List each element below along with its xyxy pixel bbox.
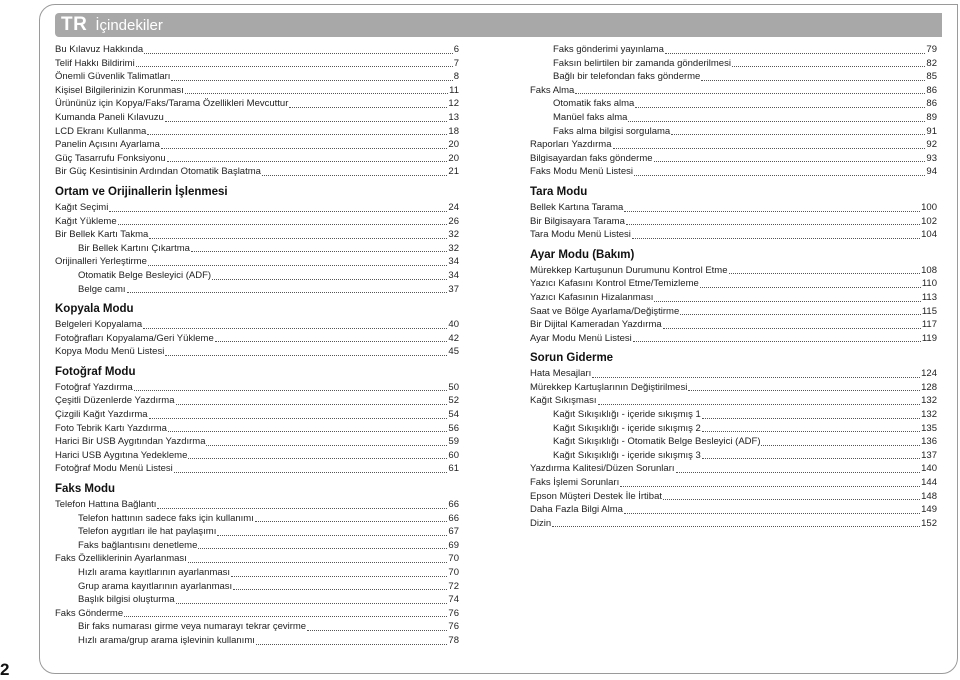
toc-entry[interactable] xyxy=(530,84,937,98)
toc-entry-title: Bir Dijital Kameradan Yazdırma xyxy=(530,319,662,331)
toc-entry-title: Kağıt Sıkışıklığı - içeride sıkışmış 3 xyxy=(553,449,701,461)
toc-entry-page: 37 xyxy=(448,283,459,295)
toc-entry-page: 117 xyxy=(921,319,937,331)
toc-entry[interactable] xyxy=(55,345,459,359)
toc-entry-page: 12 xyxy=(448,98,459,110)
toc-entry-page: 113 xyxy=(921,291,937,303)
dot-leader xyxy=(654,301,920,302)
toc-entry-page: 40 xyxy=(448,319,459,331)
toc-entry-title: Dizin xyxy=(530,517,552,529)
toc-entry-page: 86 xyxy=(926,84,937,96)
toc-entry-title: Foto Tebrik Kartı Yazdırma xyxy=(55,422,167,434)
dot-leader xyxy=(289,107,447,108)
toc-entry[interactable] xyxy=(530,449,937,463)
dot-leader xyxy=(171,80,452,81)
toc-entry-title: Harici USB Aygıtına Yedekleme xyxy=(55,449,188,461)
toc-entry-title: Fotoğraf Modu Menü Listesi xyxy=(55,463,173,475)
toc-entry-title: Harici Bir USB Aygıtından Yazdırma xyxy=(55,436,206,448)
toc-entry-title: Telefon hattının sadece faks için kullanımı xyxy=(78,512,254,524)
dot-leader xyxy=(256,644,448,645)
dot-leader xyxy=(144,53,453,54)
toc-entry[interactable] xyxy=(55,255,459,269)
dot-leader xyxy=(635,107,925,108)
toc-entry[interactable] xyxy=(55,228,459,242)
toc-entry-page: 137 xyxy=(921,449,937,461)
dot-leader xyxy=(663,499,920,500)
toc-entry-title: Fotoğrafları Kopyalama/Geri Yükleme xyxy=(55,332,214,344)
toc-entry[interactable] xyxy=(55,498,459,512)
toc-entry-title: Çizgili Kağıt Yazdırma xyxy=(55,409,148,421)
toc-entry[interactable] xyxy=(55,215,459,229)
dot-leader xyxy=(167,161,448,162)
toc-section xyxy=(55,365,459,476)
toc-entry-page: 86 xyxy=(926,98,937,110)
toc-entry-page: 104 xyxy=(921,229,937,241)
toc-entry[interactable] xyxy=(530,97,937,111)
toc-entry-title: Faks gönderimi yayınlama xyxy=(553,44,664,55)
toc-entry-title: Mürekkep Kartuşlarının Değiştirilmesi xyxy=(530,381,688,393)
dot-leader xyxy=(701,80,925,81)
toc-entry[interactable] xyxy=(55,269,459,283)
toc-entry-page: 79 xyxy=(926,44,937,55)
toc-entry[interactable] xyxy=(530,138,937,152)
dot-leader xyxy=(628,121,925,122)
toc-entry-page: 135 xyxy=(921,422,937,434)
toc-entry[interactable] xyxy=(530,394,937,408)
dot-leader xyxy=(215,341,448,342)
toc-entry[interactable] xyxy=(530,43,937,57)
toc-entry[interactable] xyxy=(55,408,459,422)
toc-entry[interactable] xyxy=(530,332,937,346)
dot-leader xyxy=(626,224,920,225)
toc-entry-title: Otomatik faks alma xyxy=(553,98,635,110)
dot-leader xyxy=(700,287,921,288)
toc-entry-page: 18 xyxy=(448,125,459,137)
dot-leader xyxy=(624,211,920,212)
dot-leader xyxy=(206,445,447,446)
toc-header xyxy=(55,13,942,37)
toc-entry-page: 92 xyxy=(926,139,937,151)
toc-entry[interactable] xyxy=(55,242,459,256)
toc-entry[interactable] xyxy=(530,215,937,229)
toc-entry-title: Kağıt Sıkışıklığı - Otomatik Belge Besleyici (ADF) xyxy=(553,436,761,448)
dot-leader xyxy=(702,458,920,459)
dot-leader xyxy=(671,134,925,135)
toc-entry[interactable] xyxy=(530,367,937,381)
toc-entry-title: Çeşitli Düzenlerde Yazdırma xyxy=(55,395,175,407)
toc-entry[interactable] xyxy=(530,408,937,422)
toc-left-column xyxy=(55,43,459,648)
toc-entry-page: 140 xyxy=(921,463,937,475)
toc-entry-page: 128 xyxy=(921,381,937,393)
toc-entry[interactable] xyxy=(55,283,459,297)
toc-entry-page: 59 xyxy=(448,436,459,448)
toc-entry[interactable] xyxy=(530,201,937,215)
toc-entry[interactable] xyxy=(55,332,459,346)
dot-leader xyxy=(174,472,448,473)
toc-entry-title: Manüel faks alma xyxy=(553,111,628,123)
dot-leader xyxy=(165,121,448,122)
toc-section xyxy=(55,185,459,296)
dot-leader xyxy=(702,418,920,419)
toc-entry-title: Faksın belirtilen bir zamanda gönderilmesi xyxy=(553,57,731,69)
toc-section xyxy=(530,43,937,179)
dot-leader xyxy=(613,148,926,149)
section-heading-ayar-modu-bakim: Ayar Modu (Bakım) xyxy=(530,248,635,261)
dot-leader xyxy=(149,418,448,419)
dot-leader xyxy=(136,66,453,67)
toc-entry-page: 93 xyxy=(926,152,937,164)
toc-entry[interactable] xyxy=(530,152,937,166)
toc-entry[interactable] xyxy=(530,165,937,179)
toc-entry[interactable] xyxy=(530,422,937,436)
dot-leader xyxy=(632,238,920,239)
toc-entry-page: 70 xyxy=(448,553,459,565)
toc-entry[interactable] xyxy=(530,490,937,504)
dot-leader xyxy=(732,66,925,67)
dot-leader xyxy=(729,273,921,274)
toc-entry[interactable] xyxy=(530,503,937,517)
dot-leader xyxy=(231,576,447,577)
toc-entry[interactable] xyxy=(530,291,937,305)
toc-entry[interactable] xyxy=(530,264,937,278)
toc-entry-title: Faks İşlemi Sorunları xyxy=(530,477,620,489)
toc-entry-page: 149 xyxy=(921,504,937,516)
toc-entry-page: 24 xyxy=(448,201,459,213)
toc-entry-title: Kişisel Bilgilerinizin Korunması xyxy=(55,84,184,96)
toc-entry-title: Kağıt Sıkışıklığı - içeride sıkışmış 2 xyxy=(553,422,701,434)
dot-leader xyxy=(134,390,448,391)
toc-entry-title: Faks bağlantısını denetleme xyxy=(78,539,198,551)
toc-entry-title: Daha Fazla Bilgi Alma xyxy=(530,504,623,516)
toc-entry-title: Kağıt Sıkışması xyxy=(530,395,597,407)
toc-entry-page: 72 xyxy=(448,580,459,592)
toc-entry-page: 56 xyxy=(448,422,459,434)
toc-entry-title: Bağlı bir telefondan faks gönderme xyxy=(553,71,701,83)
toc-entry[interactable] xyxy=(55,43,459,57)
toc-entry-title: Faks Modu Menü Listesi xyxy=(530,166,633,178)
dot-leader xyxy=(654,161,926,162)
dot-leader xyxy=(592,377,920,378)
toc-entry-page: 115 xyxy=(921,305,937,317)
toc-entry-title: Telif Hakkı Bildirimi xyxy=(55,57,135,69)
toc-entry-title: Önemli Güvenlik Talimatları xyxy=(55,71,171,83)
toc-section xyxy=(55,482,459,648)
toc-entry-title: Faks Özelliklerinin Ayarlanması xyxy=(55,553,187,565)
dot-leader xyxy=(198,548,447,549)
toc-entry[interactable] xyxy=(55,422,459,436)
toc-entry-title: Grup arama kayıtlarının ayarlanması xyxy=(78,580,233,592)
toc-entry-title: Fotoğraf Yazdırma xyxy=(55,381,133,393)
dot-leader xyxy=(262,175,447,176)
dot-leader xyxy=(761,445,920,446)
toc-entry-page: 34 xyxy=(448,256,459,268)
toc-entry-title: Yazdırma Kalitesi/Düzen Sorunları xyxy=(530,463,675,475)
dot-leader xyxy=(109,211,447,212)
language-code: TR xyxy=(61,14,88,35)
toc-entry-page: 61 xyxy=(448,463,459,475)
toc-entry-title: Hızlı arama/grup arama işlevinin kullanımı xyxy=(78,634,255,646)
toc-entry-page: 7 xyxy=(453,57,459,69)
toc-entry-title: Belge camı xyxy=(78,283,126,295)
dot-leader xyxy=(575,93,925,94)
toc-entry-page: 20 xyxy=(448,139,459,151)
toc-entry-title: Bir Bellek Kartı Takma xyxy=(55,229,149,241)
toc-section xyxy=(530,351,937,517)
toc-entry[interactable] xyxy=(530,57,937,71)
toc-entry-title: Bir Güç Kesintisinin Ardından Otomatik Başlatma xyxy=(55,166,261,178)
dot-leader xyxy=(188,562,448,563)
toc-entry[interactable] xyxy=(55,566,459,580)
toc-entry-title: Saat ve Bölge Ayarlama/Değiştirme xyxy=(530,305,680,317)
toc-entry-page: 76 xyxy=(448,621,459,633)
toc-entry[interactable] xyxy=(55,525,459,539)
toc-entry-title: Kağıt Sıkışıklığı - içeride sıkışmış 1 xyxy=(553,409,701,421)
toc-entry-page: 52 xyxy=(448,395,459,407)
toc-entry-page: 11 xyxy=(449,84,459,96)
dot-leader xyxy=(624,513,920,514)
toc-entry[interactable] xyxy=(55,138,459,152)
toc-entry[interactable] xyxy=(530,476,937,490)
toc-entry[interactable] xyxy=(55,97,459,111)
dot-leader xyxy=(212,279,447,280)
toc-entry-page: 136 xyxy=(921,436,937,448)
toc-entry-page: 32 xyxy=(448,242,459,254)
toc-entry-page: 78 xyxy=(448,634,459,646)
toc-entry-page: 26 xyxy=(448,215,459,227)
toc-entry-page: 8 xyxy=(453,71,459,83)
toc-entry-page: 100 xyxy=(921,201,937,213)
toc-entry-page: 144 xyxy=(921,477,937,489)
toc-section xyxy=(55,43,459,179)
toc-entry-page: 89 xyxy=(926,111,937,123)
toc-entry-title: Bir faks numarası girme veya numarayı tekrar çevirme xyxy=(78,621,307,633)
dot-leader xyxy=(255,521,448,522)
toc-entry-page: 21 xyxy=(448,166,459,178)
dot-leader xyxy=(620,486,920,487)
dot-leader xyxy=(233,589,447,590)
toc-entry[interactable] xyxy=(530,125,937,139)
toc-entry[interactable] xyxy=(530,70,937,84)
toc-entry-title: Bir Bilgisayara Tarama xyxy=(530,215,625,227)
toc-entry[interactable] xyxy=(530,381,937,395)
toc-entry-page: 110 xyxy=(921,278,937,290)
toc-entry-title: Faks Gönderme xyxy=(55,607,124,619)
toc-entry[interactable] xyxy=(55,539,459,553)
toc-entry-title: Yazıcı Kafasını Kontrol Etme/Temizleme xyxy=(530,278,699,290)
toc-entry-title: Tara Modu Menü Listesi xyxy=(530,229,631,241)
toc-entry-page: 13 xyxy=(448,111,459,123)
dot-leader xyxy=(688,390,920,391)
dot-leader xyxy=(217,535,447,536)
toc-entry-title: Orijinalleri Yerleştirme xyxy=(55,256,147,268)
toc-section xyxy=(530,517,937,531)
toc-entry[interactable] xyxy=(55,394,459,408)
toc-entry[interactable] xyxy=(530,228,937,242)
toc-entry[interactable] xyxy=(530,517,937,531)
toc-entry-page: 132 xyxy=(921,395,937,407)
toc-entry-title: Hata Mesajları xyxy=(530,368,592,380)
toc-entry-title: Ayar Modu Menü Listesi xyxy=(530,332,632,344)
page-title: İçindekiler xyxy=(95,16,163,34)
toc-entry-page: 60 xyxy=(448,449,459,461)
toc-entry[interactable] xyxy=(55,552,459,566)
toc-entry-title: Panelin Açısını Ayarlama xyxy=(55,139,160,151)
dot-leader xyxy=(157,508,447,509)
toc-entry[interactable] xyxy=(55,512,459,526)
toc-entry-title: Otomatik Belge Besleyici (ADF) xyxy=(78,269,212,281)
dot-leader xyxy=(634,175,925,176)
toc-entry-page: 91 xyxy=(926,125,937,137)
toc-entry[interactable] xyxy=(55,111,459,125)
toc-entry[interactable] xyxy=(55,57,459,71)
dot-leader xyxy=(598,404,921,405)
toc-entry[interactable] xyxy=(55,70,459,84)
toc-entry-page: 42 xyxy=(448,332,459,344)
toc-entry-page: 66 xyxy=(448,499,459,511)
toc-entry-page: 102 xyxy=(921,215,937,227)
toc-entry[interactable] xyxy=(55,84,459,98)
toc-section xyxy=(55,302,459,359)
toc-entry-title: Hızlı arama kayıtlarının ayarlanması xyxy=(78,567,231,578)
dot-leader xyxy=(161,148,448,149)
dot-leader xyxy=(702,431,920,432)
toc-entry[interactable] xyxy=(530,305,937,319)
toc-entry-title: Bilgisayardan faks gönderme xyxy=(530,152,653,164)
toc-entry-page: 45 xyxy=(448,346,459,358)
toc-entry-title: Belgeleri Kopyalama xyxy=(55,319,143,331)
dot-leader xyxy=(127,292,448,293)
dot-leader xyxy=(148,265,448,266)
dot-leader xyxy=(676,472,921,473)
toc-entry-title: Epson Müşteri Destek İle İrtibat xyxy=(530,490,662,502)
dot-leader xyxy=(124,616,447,617)
toc-entry-page: 66 xyxy=(448,512,459,524)
toc-entry-page: 82 xyxy=(926,57,937,69)
toc-entry-page: 85 xyxy=(926,71,937,83)
toc-entry-title: Bir Bellek Kartını Çıkartma xyxy=(78,242,190,254)
dot-leader xyxy=(633,341,921,342)
dot-leader xyxy=(176,404,448,405)
toc-entry-page: 70 xyxy=(448,567,459,578)
toc-entry-title: Kopya Modu Menü Listesi xyxy=(55,346,165,358)
toc-entry-title: Ürününüz için Kopya/Faks/Tarama Özellikleri Mevcuttur xyxy=(55,98,289,110)
toc-entry[interactable] xyxy=(55,125,459,139)
dot-leader xyxy=(191,251,448,252)
dot-leader xyxy=(165,355,447,356)
toc-entry-title: Kumanda Paneli Kılavuzu xyxy=(55,111,164,123)
toc-entry-page: 132 xyxy=(921,409,937,421)
toc-entry-page: 148 xyxy=(921,490,937,502)
toc-entry-page: 6 xyxy=(453,44,459,55)
toc-entry-title: Faks Alma xyxy=(530,84,575,96)
toc-entry-title: LCD Ekranı Kullanma xyxy=(55,125,147,137)
dot-leader xyxy=(147,134,447,135)
section-heading-ortam-ve-orijinallerin-i-slenmesi: Ortam ve Orijinallerin İşlenmesi xyxy=(55,185,228,198)
toc-entry[interactable] xyxy=(55,593,459,607)
toc-entry[interactable] xyxy=(530,435,937,449)
toc-entry-title: Yazıcı Kafasının Hizalanması xyxy=(530,291,654,303)
toc-entry[interactable] xyxy=(55,462,459,476)
toc-entry-title: Güç Tasarrufu Fonksiyonu xyxy=(55,152,166,164)
toc-entry-title: Kağıt Yükleme xyxy=(55,215,117,227)
dot-leader xyxy=(185,93,448,94)
toc-entry-title: Faks alma bilgisi sorgulama xyxy=(553,125,671,137)
toc-entry-title: Başlık bilgisi oluşturma xyxy=(78,594,175,606)
section-heading-kopyala-modu: Kopyala Modu xyxy=(55,303,134,316)
dot-leader xyxy=(552,526,920,527)
toc-entry[interactable] xyxy=(530,111,937,125)
toc-right-column xyxy=(530,43,937,530)
toc-entry-title: Mürekkep Kartuşunun Durumunu Kontrol Etme xyxy=(530,264,728,276)
toc-section xyxy=(530,248,937,346)
toc-entry[interactable] xyxy=(55,634,459,648)
toc-entry-page: 94 xyxy=(926,166,937,178)
toc-section xyxy=(530,185,937,242)
toc-entry-page: 74 xyxy=(448,594,459,606)
toc-entry-page: 119 xyxy=(921,332,937,344)
toc-entry[interactable] xyxy=(55,580,459,594)
toc-entry[interactable] xyxy=(55,165,459,179)
toc-entry[interactable] xyxy=(530,318,937,332)
toc-entry-title: Telefon aygıtları ile hat paylaşımı xyxy=(78,526,217,538)
toc-entry-page: 124 xyxy=(921,368,937,380)
toc-entry[interactable] xyxy=(55,318,459,332)
dot-leader xyxy=(149,238,447,239)
toc-entry[interactable] xyxy=(55,449,459,463)
section-heading-faks-modu: Faks Modu xyxy=(55,483,116,496)
toc-entry-page: 32 xyxy=(448,229,459,241)
page-number: 2 xyxy=(0,660,10,679)
dot-leader xyxy=(307,630,447,631)
toc-entry-page: 67 xyxy=(448,526,459,538)
toc-entry-title: Telefon Hattına Bağlantı xyxy=(55,499,157,511)
toc-entry-page: 69 xyxy=(448,539,459,551)
toc-entry[interactable] xyxy=(55,201,459,215)
toc-entry[interactable] xyxy=(530,277,937,291)
toc-entry[interactable] xyxy=(55,620,459,634)
dot-leader xyxy=(663,328,921,329)
toc-entry[interactable] xyxy=(55,152,459,166)
section-heading-fotograf-modu: Fotoğraf Modu xyxy=(55,365,136,378)
toc-entry[interactable] xyxy=(55,381,459,395)
toc-entry-page: 50 xyxy=(448,381,459,393)
dot-leader xyxy=(176,603,448,604)
toc-entry-page: 20 xyxy=(448,152,459,164)
toc-entry[interactable] xyxy=(55,607,459,621)
toc-entry[interactable] xyxy=(55,435,459,449)
dot-leader xyxy=(665,53,926,54)
toc-entry-title: Bellek Kartına Tarama xyxy=(530,201,624,213)
toc-entry-title: Raporları Yazdırma xyxy=(530,139,612,151)
toc-entry-title: Bu Kılavuz Hakkında xyxy=(55,44,144,55)
dot-leader xyxy=(680,314,921,315)
section-heading-tara-modu: Tara Modu xyxy=(530,185,588,198)
toc-entry-page: 34 xyxy=(448,269,459,281)
toc-entry[interactable] xyxy=(530,462,937,476)
dot-leader xyxy=(168,431,447,432)
dot-leader xyxy=(118,224,448,225)
dot-leader xyxy=(143,328,447,329)
toc-entry-page: 76 xyxy=(448,607,459,619)
toc-entry-page: 54 xyxy=(448,409,459,421)
toc-entry-page: 152 xyxy=(921,517,937,529)
dot-leader xyxy=(188,458,447,459)
section-heading-sorun-giderme: Sorun Giderme xyxy=(530,352,614,365)
toc-entry-page: 108 xyxy=(921,264,937,276)
toc-entry-title: Kağıt Seçimi xyxy=(55,201,109,213)
